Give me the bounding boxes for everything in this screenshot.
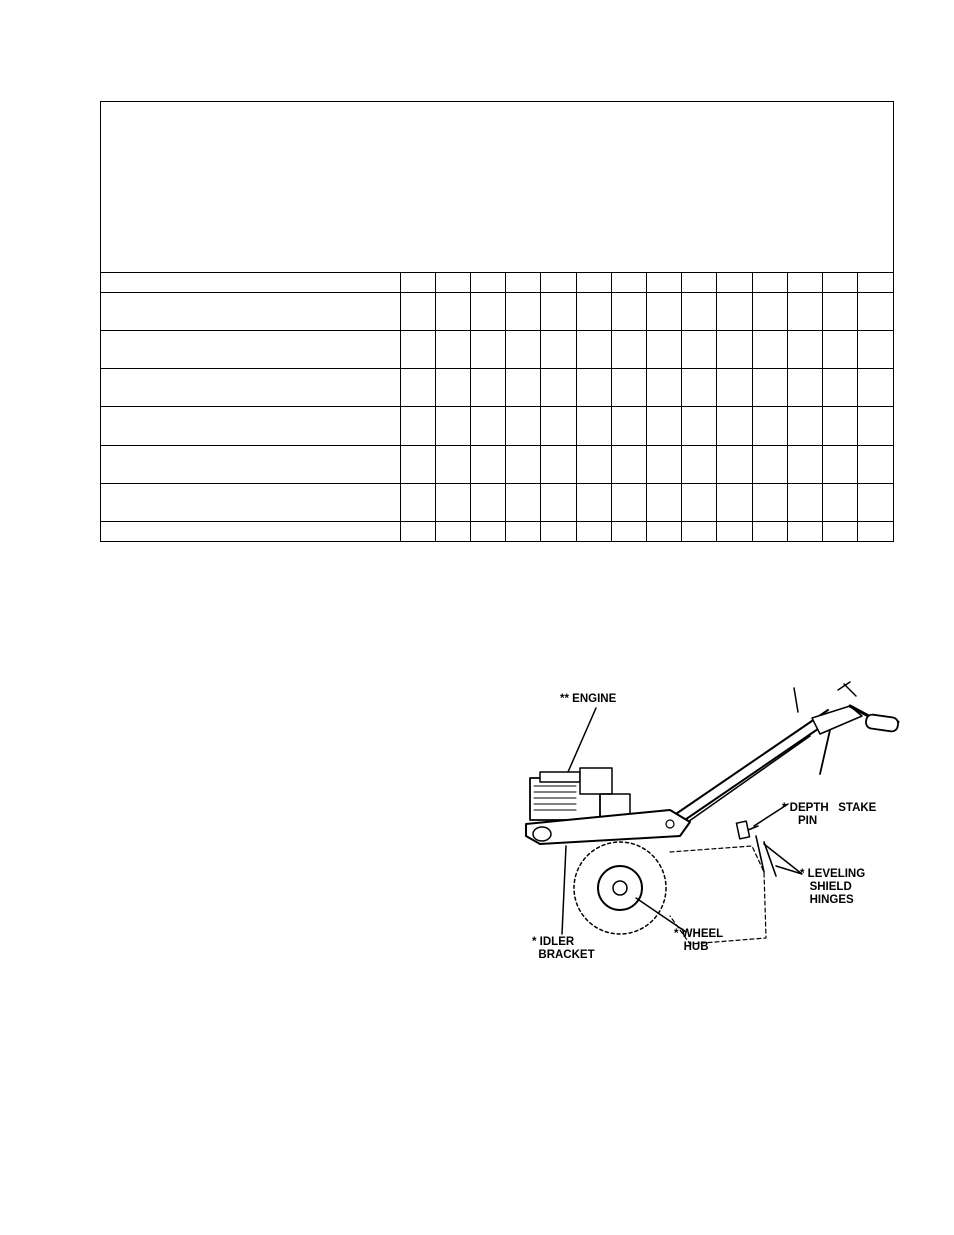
log-row-label-cell <box>101 273 400 292</box>
log-check-cell <box>787 484 822 522</box>
leader-engine <box>568 708 596 772</box>
wheel-hub-disc <box>598 866 642 910</box>
log-check-cell <box>822 522 857 541</box>
log-check-cell <box>787 522 822 541</box>
log-check-cell <box>787 330 822 368</box>
callout-engine: ** ENGINE <box>560 693 617 705</box>
log-check-cell <box>400 273 435 292</box>
log-check-cell <box>576 484 611 522</box>
callout-wheel-hub: * WHEEL HUB <box>674 928 724 953</box>
log-check-cell <box>646 273 681 292</box>
log-check-cell <box>541 330 576 368</box>
log-check-cell <box>787 407 822 445</box>
log-check-cell <box>470 407 505 445</box>
log-check-cell <box>682 484 717 522</box>
log-check-cell <box>506 330 541 368</box>
log-check-cell <box>822 330 857 368</box>
log-check-cell <box>858 273 893 292</box>
log-check-cell <box>435 292 470 330</box>
log-check-cell <box>611 522 646 541</box>
log-check-cell <box>752 445 787 483</box>
maintenance-log-header-area <box>101 102 893 273</box>
log-check-cell <box>717 484 752 522</box>
log-check-cell <box>717 292 752 330</box>
log-check-cell <box>787 445 822 483</box>
log-check-cell <box>752 522 787 541</box>
table-row <box>101 407 893 445</box>
log-check-cell <box>682 445 717 483</box>
log-check-cell <box>646 292 681 330</box>
log-check-cell <box>822 484 857 522</box>
log-check-cell <box>611 445 646 483</box>
log-check-cell <box>752 407 787 445</box>
log-check-cell <box>717 330 752 368</box>
handle-grip <box>865 714 899 732</box>
log-check-cell <box>682 330 717 368</box>
log-row-label-cell <box>101 292 400 330</box>
table-row <box>101 273 893 292</box>
log-check-cell <box>506 522 541 541</box>
log-check-cell <box>611 484 646 522</box>
log-check-cell <box>822 273 857 292</box>
callout-idler-bracket: * IDLER BRACKET <box>532 936 595 961</box>
table-row <box>101 369 893 407</box>
log-check-cell <box>541 369 576 407</box>
handle-clamp <box>812 706 862 734</box>
log-check-cell <box>682 407 717 445</box>
log-check-cell <box>541 273 576 292</box>
tiller-lubrication-diagram <box>520 676 900 966</box>
log-check-cell <box>822 369 857 407</box>
leader-wheel-hub <box>636 898 686 932</box>
log-check-cell <box>752 292 787 330</box>
log-row-label-cell <box>101 407 400 445</box>
log-check-cell <box>752 330 787 368</box>
log-check-cell <box>752 484 787 522</box>
log-check-cell <box>470 445 505 483</box>
log-check-cell <box>435 445 470 483</box>
log-check-cell <box>611 330 646 368</box>
log-check-cell <box>822 407 857 445</box>
log-check-cell <box>506 369 541 407</box>
log-check-cell <box>611 369 646 407</box>
log-check-cell <box>400 330 435 368</box>
log-check-cell <box>682 273 717 292</box>
log-check-cell <box>858 522 893 541</box>
log-check-cell <box>400 484 435 522</box>
log-check-cell <box>506 292 541 330</box>
log-check-cell <box>787 369 822 407</box>
log-check-cell <box>400 407 435 445</box>
log-check-cell <box>858 369 893 407</box>
log-check-cell <box>435 330 470 368</box>
log-check-cell <box>682 522 717 541</box>
log-check-cell <box>470 369 505 407</box>
log-check-cell <box>400 369 435 407</box>
leveling-shield-hinge-lines <box>756 836 776 876</box>
log-check-cell <box>717 273 752 292</box>
table-row <box>101 445 893 483</box>
log-check-cell <box>858 445 893 483</box>
log-check-cell <box>400 445 435 483</box>
maintenance-log-table <box>100 101 894 542</box>
log-check-cell <box>541 522 576 541</box>
handle-support-leg <box>820 730 830 774</box>
log-check-cell <box>717 407 752 445</box>
log-check-cell <box>646 369 681 407</box>
log-check-cell <box>822 292 857 330</box>
log-check-cell <box>435 484 470 522</box>
table-row <box>101 330 893 368</box>
log-check-cell <box>470 484 505 522</box>
log-check-cell <box>576 369 611 407</box>
log-check-cell <box>506 407 541 445</box>
table-row <box>101 292 893 330</box>
log-check-cell <box>646 445 681 483</box>
log-check-cell <box>470 522 505 541</box>
log-check-cell <box>576 522 611 541</box>
air-cleaner <box>580 768 612 794</box>
engine-top <box>540 772 580 782</box>
log-check-cell <box>787 292 822 330</box>
log-check-cell <box>822 445 857 483</box>
log-check-cell <box>611 273 646 292</box>
log-check-cell <box>858 292 893 330</box>
control-rod <box>794 688 798 712</box>
leader-idler-bracket <box>562 846 566 934</box>
log-check-cell <box>435 407 470 445</box>
log-check-cell <box>576 407 611 445</box>
log-row-label-cell <box>101 522 400 541</box>
log-check-cell <box>752 369 787 407</box>
log-check-cell <box>611 292 646 330</box>
log-check-cell <box>400 292 435 330</box>
log-check-cell <box>541 484 576 522</box>
table-row <box>101 522 893 541</box>
log-check-cell <box>541 407 576 445</box>
log-check-cell <box>541 445 576 483</box>
log-check-cell <box>858 484 893 522</box>
log-check-cell <box>435 273 470 292</box>
log-check-cell <box>435 522 470 541</box>
log-check-cell <box>611 407 646 445</box>
log-check-cell <box>576 330 611 368</box>
engine-muffler <box>600 794 630 816</box>
maintenance-log-grid <box>101 273 893 541</box>
log-check-cell <box>400 522 435 541</box>
log-check-cell <box>646 522 681 541</box>
log-check-cell <box>576 273 611 292</box>
log-check-cell <box>435 369 470 407</box>
log-check-cell <box>646 407 681 445</box>
log-row-label-cell <box>101 330 400 368</box>
callout-leveling-shield-hinges: * LEVELING SHIELD HINGES <box>800 868 866 906</box>
log-check-cell <box>717 369 752 407</box>
log-check-cell <box>576 445 611 483</box>
log-check-cell <box>470 292 505 330</box>
log-check-cell <box>470 273 505 292</box>
log-check-cell <box>576 292 611 330</box>
log-row-label-cell <box>101 445 400 483</box>
callout-depth-stake-pin: * DEPTH STAKE PIN <box>782 802 877 827</box>
log-check-cell <box>682 292 717 330</box>
log-check-cell <box>858 330 893 368</box>
depth-stake-pin-line <box>748 826 758 830</box>
log-check-cell <box>506 273 541 292</box>
log-check-cell <box>506 445 541 483</box>
log-check-cell <box>717 522 752 541</box>
handle-control-lever <box>838 682 856 696</box>
log-check-cell <box>787 273 822 292</box>
table-row <box>101 484 893 522</box>
log-check-cell <box>646 330 681 368</box>
log-check-cell <box>506 484 541 522</box>
log-check-cell <box>682 369 717 407</box>
log-check-cell <box>752 273 787 292</box>
log-check-cell <box>470 330 505 368</box>
log-check-cell <box>717 445 752 483</box>
log-row-label-cell <box>101 484 400 522</box>
log-check-cell <box>858 407 893 445</box>
log-row-label-cell <box>101 369 400 407</box>
log-check-cell <box>646 484 681 522</box>
log-check-cell <box>541 292 576 330</box>
